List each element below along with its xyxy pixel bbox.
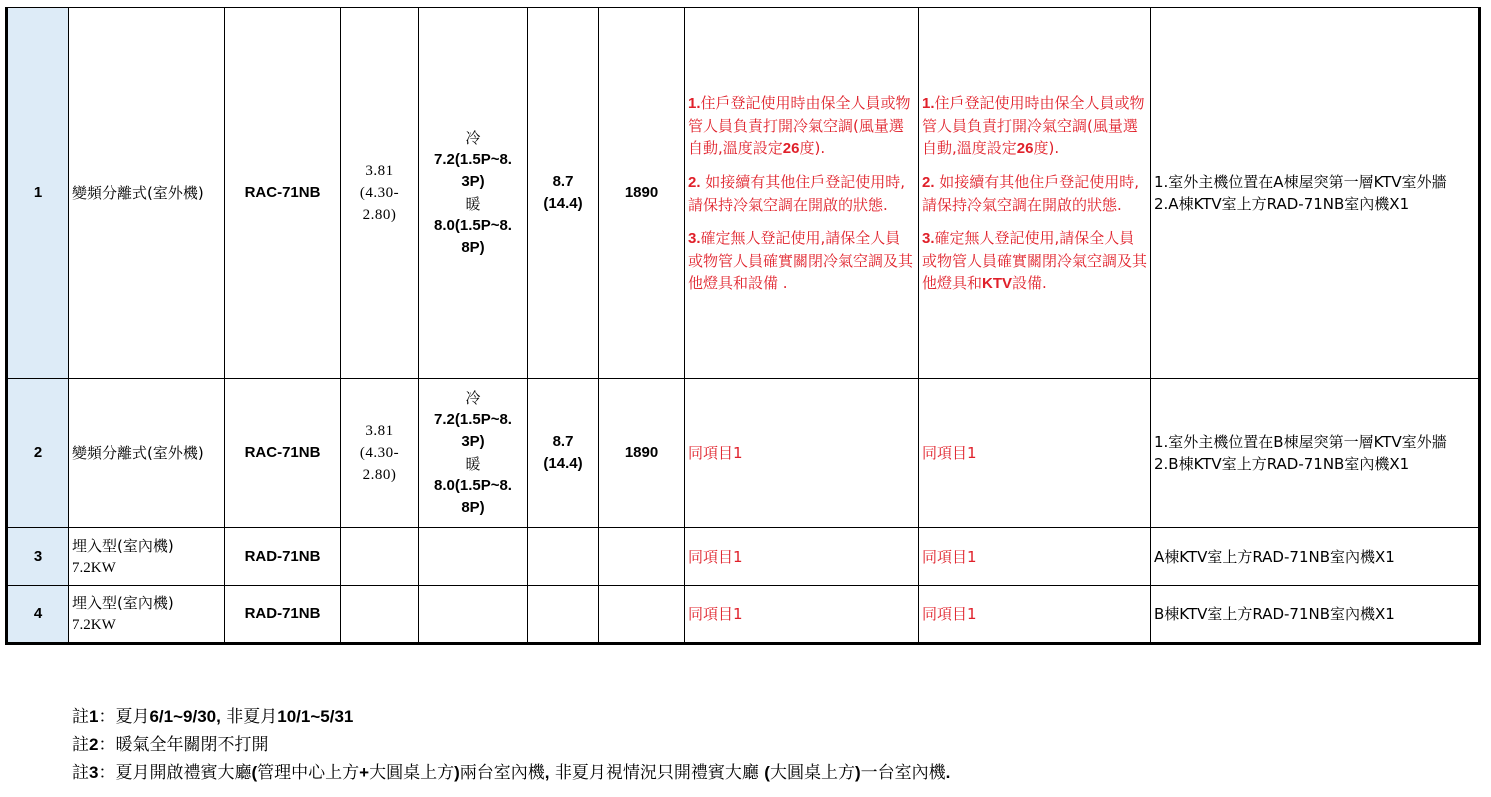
instruction-item: 1.住戶登記使用時由保全人員或物管人員負責打開冷氣空調(風量選自動,溫度設定26度). (688, 94, 911, 157)
footnote-segment: 10/1~5/31 (277, 707, 354, 726)
current-value (528, 528, 599, 586)
efficiency-range-high: 2.80) (362, 467, 397, 483)
heat-capacity-line1: 8.0(1.5P~8. (434, 477, 512, 494)
efficiency-value (341, 528, 419, 586)
location-note (1151, 379, 1480, 528)
same-as-item1-text: 同項目1 (922, 444, 977, 462)
table-row (7, 586, 1480, 644)
efficiency-main: 3.81 (365, 163, 394, 179)
unit-type: 變頻分離式(室外機) (69, 379, 225, 528)
price-value: 1890 (599, 379, 685, 528)
footnote-segment: 一台室內機 (860, 763, 946, 783)
footnote-segment: ：夏月 (98, 707, 150, 727)
current-main: 8.7 (552, 433, 574, 450)
footnote-segment: 註 (72, 707, 89, 727)
footnote-segment: ) (454, 763, 460, 782)
footnote-segment: . (945, 763, 951, 782)
unit-type: 變頻分離式(室外機) (69, 8, 225, 379)
table-row (7, 528, 1480, 586)
footnote (72, 703, 950, 731)
note-line: 1.室外主機位置在B棟屋突第一層KTV室外牆 (1154, 433, 1447, 451)
capacity-value (419, 586, 528, 644)
instructions-b (919, 379, 1151, 528)
same-as-item1-text: 同項目1 (922, 547, 977, 566)
instructions-b (919, 8, 1151, 379)
cool-capacity-line2: 3P) (461, 173, 485, 190)
model-number: RAC-71NB (225, 8, 341, 379)
efficiency-range-high: 2.80) (362, 207, 397, 223)
cool-capacity-line2: 3P) (461, 433, 485, 450)
price-value: 1890 (599, 8, 685, 379)
table-row (7, 8, 1480, 379)
instructions-a (685, 8, 919, 379)
heat-label: 暖 (465, 455, 481, 473)
instructions-a (685, 528, 919, 586)
footnote (72, 759, 950, 787)
footnote-segment: 2 (89, 735, 99, 754)
footnote-segment: ：夏月開啟禮賓大廳 (98, 763, 252, 783)
instruction-item: 3.確定無人登記使用,請保全人員或物管人員確實關閉冷氣空調及其他燈具和KTV設備. (922, 228, 1148, 292)
heat-label: 暖 (465, 195, 481, 213)
spec-table (5, 7, 1481, 645)
heat-capacity-line1: 8.0(1.5P~8. (434, 217, 512, 234)
current-value (528, 379, 599, 528)
instruction-item: 2. 如接續有其他住戶登記使用時,請保持冷氣空調在開啟的狀態. (688, 173, 906, 214)
efficiency-range-low: (4.30- (359, 445, 400, 461)
footnote-segment: 1 (89, 707, 99, 726)
footnote-segment: 管理中心上方 (257, 763, 360, 783)
unit-type (69, 586, 225, 644)
current-max: (14.4) (543, 195, 583, 212)
current-value (528, 586, 599, 644)
same-as-item1-text: 同項目1 (688, 547, 743, 566)
row-index: 4 (7, 586, 69, 644)
heat-capacity-line2: 8P) (461, 499, 485, 516)
footnote-segment: 大圓桌上方 (369, 763, 455, 783)
footnote (72, 731, 950, 759)
note-line: 2.A棟KTV室上方RAD-71NB室內機X1 (1154, 195, 1410, 213)
current-value (528, 8, 599, 379)
current-max: (14.4) (543, 455, 583, 472)
footnote-segment: 兩台室內機 (459, 763, 545, 783)
unit-type-line: 埋入型(室內機) (72, 536, 174, 555)
footnote-segment: ( (251, 763, 258, 782)
unit-type-line: 埋入型(室內機) (72, 594, 174, 612)
unit-type (69, 528, 225, 586)
footnote-segment: ：暖氣全年關閉不打開 (98, 735, 269, 755)
footnote-segment: 非夏月視情況只開禮賓大廳 (549, 763, 765, 783)
cool-capacity-line1: 7.2(1.5P~8. (434, 411, 512, 428)
footnote-segment: ( (764, 763, 770, 782)
model-number: RAC-71NB (225, 379, 341, 528)
row-index: 2 (7, 379, 69, 528)
footnote-segment: 6/1~9/30, (149, 707, 221, 726)
efficiency-value (341, 586, 419, 644)
row-index: 1 (7, 8, 69, 379)
table-row (7, 379, 1480, 528)
instruction-item: 1.住戶登記使用時由保全人員或物管人員負責打開冷氣空調(風量選自動,溫度設定26度). (922, 93, 1145, 157)
capacity-value (419, 8, 528, 379)
cool-capacity-line1: 7.2(1.5P~8. (434, 151, 512, 168)
model-number: RAD-71NB (225, 586, 341, 644)
model-number: RAD-71NB (225, 528, 341, 586)
footnote-segment: 註 (72, 763, 89, 783)
instructions-b (919, 528, 1151, 586)
location-note: B棟KTV室上方RAD-71NB室內機X1 (1151, 586, 1480, 644)
location-note (1151, 8, 1480, 379)
current-main: 8.7 (552, 173, 574, 190)
efficiency-range-low: (4.30- (359, 185, 400, 201)
instructions-b (919, 586, 1151, 644)
footnote-segment: , (544, 763, 550, 782)
footnote-segment: 大圓桌上方 (769, 763, 855, 783)
unit-power: 7.2KW (72, 559, 116, 576)
cool-label: 冷 (465, 389, 481, 407)
instructions-a (685, 379, 919, 528)
location-note: A棟KTV室上方RAD-71NB室內機X1 (1151, 528, 1480, 586)
same-as-item1-text: 同項目1 (922, 605, 977, 623)
instructions-a (685, 586, 919, 644)
footnote-segment: 3 (89, 763, 99, 782)
price-value (599, 586, 685, 644)
same-as-item1-text: 同項目1 (688, 605, 743, 623)
note-line: 2.B棟KTV室上方RAD-71NB室內機X1 (1154, 455, 1410, 473)
footnotes (72, 703, 950, 787)
unit-power: 7.2KW (72, 617, 116, 633)
capacity-value (419, 379, 528, 528)
footnote-segment: 註 (72, 735, 89, 755)
footnote-segment: 非夏月 (220, 707, 278, 727)
efficiency-main: 3.81 (365, 423, 394, 439)
efficiency-value (341, 379, 419, 528)
efficiency-value (341, 8, 419, 379)
footnote-segment: + (359, 763, 370, 782)
heat-capacity-line2: 8P) (461, 239, 485, 256)
instruction-item: 3.確定無人登記使用,請保全人員或物管人員確實關閉冷氣空調及其他燈具和設備 . (688, 229, 914, 292)
footnote-segment: ) (854, 763, 861, 782)
instruction-item: 2. 如接續有其他住戶登記使用時,請保持冷氣空調在開啟的狀態. (922, 172, 1140, 214)
cool-label: 冷 (465, 129, 481, 147)
row-index: 3 (7, 528, 69, 586)
note-line: 1.室外主機位置在A棟屋突第一層KTV室外牆 (1154, 173, 1447, 191)
capacity-value (419, 528, 528, 586)
price-value (599, 528, 685, 586)
same-as-item1-text: 同項目1 (688, 444, 743, 462)
